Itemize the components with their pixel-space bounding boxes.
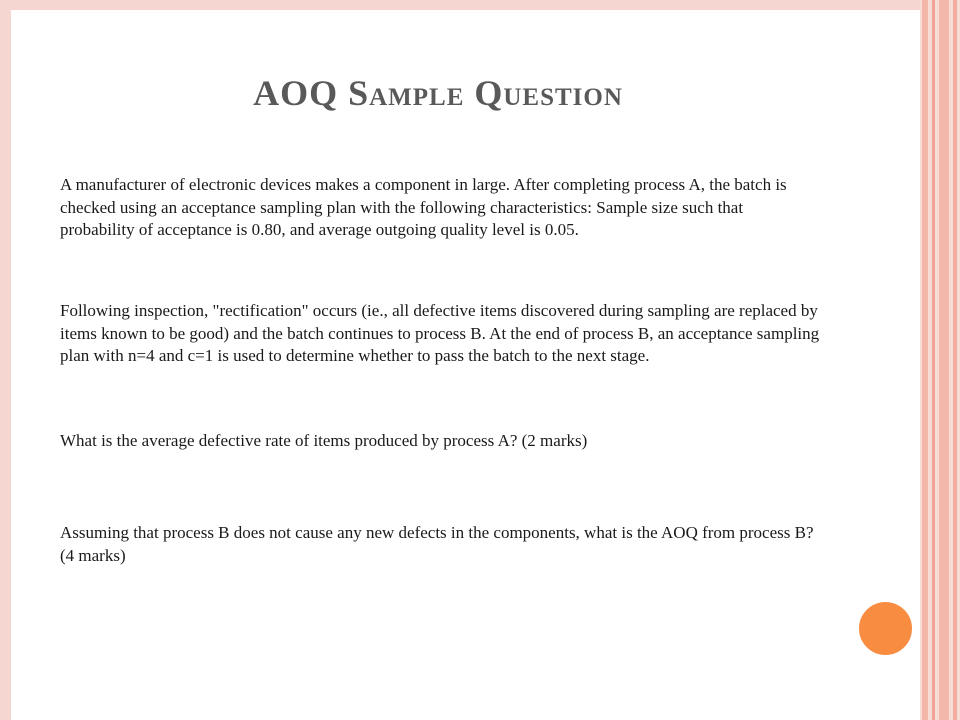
stripe [953,0,957,720]
question-paragraph: A manufacturer of electronic devices makes a component in large. After completing process A, the batch is checked using an acceptance sampling plan with the following characteristics: Sample size such that probability of acceptance is 0.80, and average outgoing quality level is 0.05. [60,175,787,239]
decorative-stripes [920,0,960,720]
question-part-a: What is the average defective rate of items produced by process A? (2 marks) [60,431,588,450]
rectification-paragraph: Following inspection, "rectification" occurs (ie., all defective items discovered during sampling are replaced by items known to be good) and the batch continues to process B. At the end of process B, an acceptance sampling plan with n=4 and c=1 is used to determine whether to pass the batch to the next stage. [60,301,820,365]
decorative-circle [856,599,915,658]
slide-title: AOQ Sample Question [253,73,623,113]
stripe [922,0,928,720]
stripe [932,0,935,720]
stripe [939,0,949,720]
question-part-b: Assuming that process B does not cause any new defects in the components, what is the AOQ from process B? (4 marks) [60,523,814,565]
